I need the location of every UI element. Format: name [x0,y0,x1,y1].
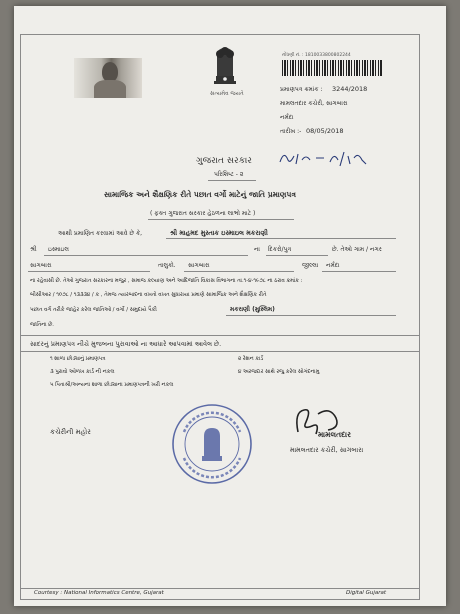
proof-item: ૫ પિતાશ્રી/અન્યના શાળા છોડ્યાના પ્રમાણપત્રની ખરી નકલ [50,382,174,388]
issue-date: 08/05/2018 [306,127,344,135]
government-title: ગુજરાત સરકાર [196,156,252,166]
body-line1-prefix: આથી પ્રમાણિત કરવામાં આવે છે કે, [58,230,143,237]
date-label: તારીખ :- [280,128,302,135]
caste-name: મકરાણી (મુસ્લિમ) [230,306,275,313]
cert-number: 3244/2018 [332,85,368,93]
taluka-label: તાલુકો. [158,262,176,269]
handwritten-date [278,148,378,168]
office-district: નર્મદા [280,114,294,121]
signatory-office: મામલતદાર કચેરી, સાગબારા [290,446,364,454]
proof-item: ૧ શાળા છોડ્યાનું પ્રમાણપત્ર [50,356,106,362]
national-emblem-icon [208,42,242,88]
body-paragraph-1: ના રહેવાસી છે. તેઓ ગુજરાત સરકારના મજુર , સમાજ કલ્યાણ અને આદિજાતિ વિકાસ વિભાગના તા.૧-૪-૧૯૭૮ ના ઠરાવ ક્રમાંક : [30,278,303,284]
barcode [282,60,382,76]
proof-item: ૪ અરજદાર સાથે રજુ કરેલ સોગંદનામુ [238,369,320,375]
body-line2-prefix: શ્રી [30,246,37,253]
relation: દિકરો/પુત્ર [268,246,292,253]
signatory-title: મામલતદાર [318,430,351,439]
registration-number: નોંધણી નં. : 1810033800802244 [282,53,351,58]
emblem-caption: સત્યમેવ જયતે [210,91,244,97]
cert-number-label: પ્રમાણપત્ર ક્રમાંક : [280,86,323,93]
taluka-name: સાગબારા [188,262,210,269]
courtesy-text: Courtesy : National Informatics Centre, Gujarat [34,590,164,596]
father-name: ઇસ્માઇલ [48,246,69,253]
office-name: મામલતદાર કચેરી, સાગબારા [280,100,348,107]
body-line2-suffix: છે. તેઓ ગામ / નગર [332,246,382,253]
village-name: સાગબારા [30,262,52,269]
applicant-name: શ્રી માહમદ મુસ્તાક ઇસ્માઇલ મકરાણી [170,229,268,237]
applicant-photo [74,58,142,98]
proof-item: ૨ રેશન કાર્ડ [238,356,264,362]
district-label: જીલ્લા [302,262,319,269]
office-seal-stamp [170,402,254,486]
office-seal-label: કચેરીની મહોર [50,428,91,436]
proof-heading: સાદરનું પ્રમાણપત્ર નીચે મુજબના પુરાવાઓ ના આધારે આપવામાં આવેલ છે. [30,340,222,348]
body-paragraph-2: બીસીઆર / ૧૦૭૮ / ૧૩૩૩૪ / ક , તેમજ ત્યારબાદના વખતો વખત સુધારાયા પ્રમાણે સામાજિક અને શૈક્ષણિક રીતે [30,292,267,298]
certificate-main-title: સામાજિક અને શૈક્ષણિક રીતે પછાત વર્ગો માટેનું જાતિ પ્રમાણપત્ર [104,190,297,199]
body-paragraph-4: જાતિના છે. [30,322,54,328]
district-name: નર્મદા [326,262,340,269]
certificate-border [20,34,420,600]
annex-label: પરિશિષ્ટ - ૨ [214,171,244,178]
digital-gujarat-brand: Digital Gujarat [346,590,387,596]
certificate-subtitle: ( ફક્ત ગુજરાત સરકાર હેઠળના લાભો માટે ) [150,210,256,217]
body-line2-mid: ના [254,246,260,253]
body-paragraph-3: પછાત વર્ગ તરીકે જાહેર કરેલ જાતિઓ / વર્ગો / સમુદાયે પૈકી [30,307,157,313]
proof-item: ૩ પુરાવો ઓળખ કાર્ડ ની નકલ [50,369,115,375]
